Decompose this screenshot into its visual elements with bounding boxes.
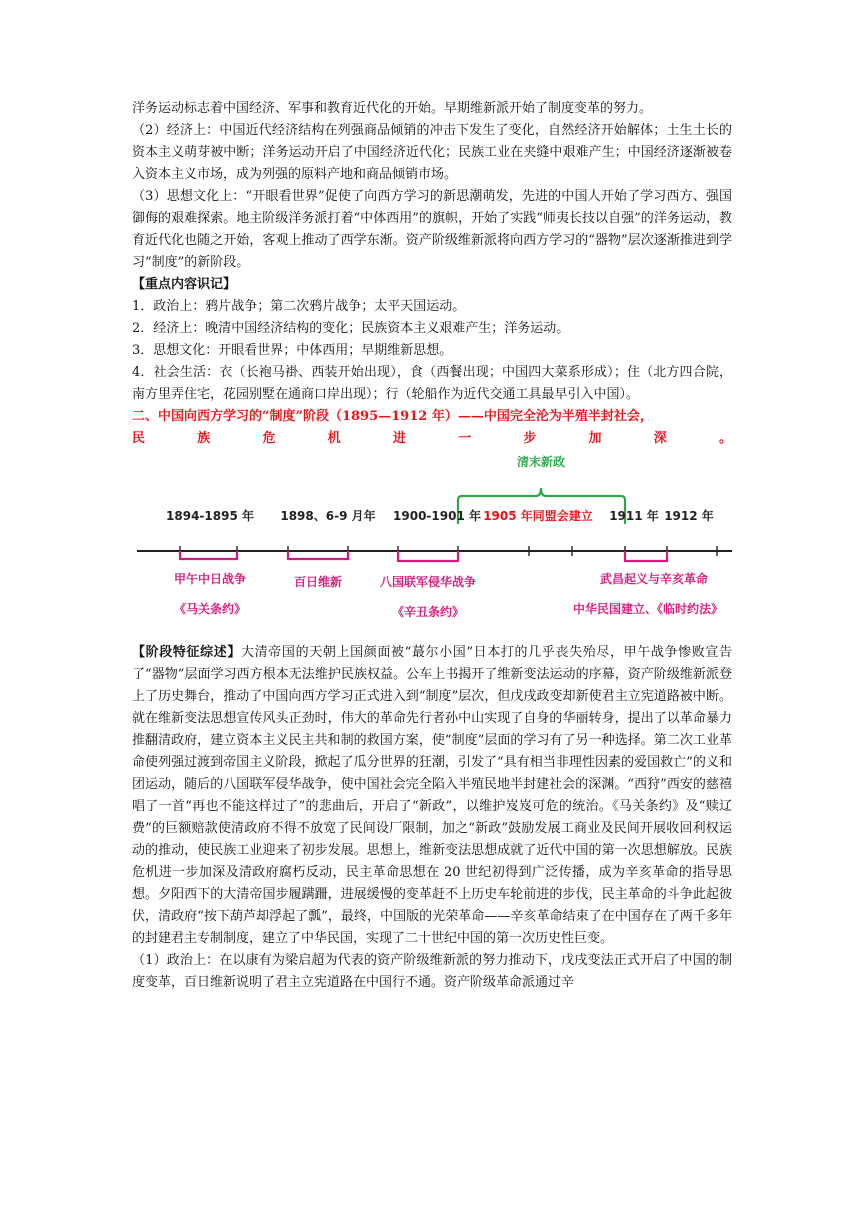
heading-char: 加 — [588, 431, 602, 446]
event-brackets — [180, 551, 667, 561]
timeline-svg — [132, 450, 732, 640]
heading-char: 深 — [653, 431, 667, 446]
year-label-1912: 1912 年 — [664, 509, 714, 523]
intro-economy: （2）经济上：中国近代经济结构在列强商品倾销的冲击下发生了变化，自然经济开始解体；土生土长的资本主义萌芽被中断；洋务运动开启了中国经济近代化；民族工业在夹缝中艰难产生；中国经济逐渐被卷入资本主义市场，成为列强的原料产地和商品倾销市场。 — [132, 123, 732, 182]
brace-label: 清末新政 — [516, 455, 566, 469]
year-label-1911: 1911 年 — [609, 509, 659, 523]
bracket-wuchang — [625, 551, 667, 561]
key-points-heading: 【重点内容识记】 — [132, 277, 237, 292]
section-two-heading: 二、中国向西方学习的“制度”阶段（1895—1912 年）——中国完全沦为半殖半封社会， — [132, 409, 653, 424]
heading-char: 族 — [197, 431, 211, 446]
event-label-wuchang: 武昌起义与辛亥革命 — [599, 572, 709, 586]
event-label-sino-japanese-war: 甲午中日战争 — [173, 572, 247, 586]
intro-line-1: 洋务运动标志着中国经济、军事和教育近代化的开始。早期维新派开始了制度变革的努力。 — [132, 101, 653, 116]
event-sub-roc-founded: 中华民国建立、《临时约法》 — [572, 602, 724, 616]
key-point-2: 2．经济上：晚清中国经济结构的变化；民族资本主义艰难产生；洋务运动。 — [132, 321, 570, 336]
year-label-1894: 1894-1895 年 — [166, 509, 254, 523]
heading-char: 危 — [262, 431, 276, 446]
bracket-sino-japanese-war — [180, 551, 237, 559]
document-page — [132, 98, 732, 994]
event-sub-treaty-shimonoseki: 《马关条约》 — [173, 602, 247, 616]
intro-thought-culture: （3）思想文化上：“开眼看世界”促使了向西方学习的新思潮萌发，先进的中国人开始了学习西方、强国御侮的艰难探索。地主阶级洋务派打着“中体西用”的旗帜，开始了实践“师夷长技以自强”的洋务运动，教育近代化也随之开始，客观上推动了西学东渐。资产阶级维新派将向西方学习的“器物”层次逐渐推进到学习“制度”的新阶段。 — [132, 189, 732, 270]
heading-char: 进 — [392, 431, 406, 446]
heading-char: 步 — [523, 431, 537, 446]
bracket-eight-nation — [398, 551, 458, 561]
year-label-1900: 1900-1901 年 — [393, 509, 481, 523]
key-point-3: 3．思想文化：开眼看世界；中体西用；早期维新思想。 — [132, 343, 453, 358]
heading-char: 民 — [132, 431, 146, 446]
key-point-4: 4．社会生活：衣（长袍马褂、西装开始出现），食（西餐出现；中国四大菜系形成）；住（北方四合院，南方里弄住宅，花园别墅在通商口岸出现）；行（轮船作为近代交通工具最早引入中国）。 — [132, 365, 732, 402]
stage-political: （1）政治上：在以康有为梁启超为代表的资产阶级维新派的努力推动下，戊戌变法正式开启了中国的制度变革，百日维新说明了君主立宪道路在中国行不通。资产阶级革命派通过辛 — [132, 953, 732, 990]
key-point-1: 1．政治上：鸦片战争；第二次鸦片战争；太平天国运动。 — [132, 299, 466, 314]
stage-summary-text: 大清帝国的天朝上国颜面被“蕞尔小国”日本打的几乎丧失殆尽，甲午战争惨败宣告了“器物”层面学习西方根本无法维护民族权益。公车上书揭开了维新变法运动的序幕，资产阶级维新派登上了历史舞台，推动了中国向西方学习正式进入到“制度”层次，但戊戌政变却新使君主立宪道路被中断。就在维新变法思想宣传风头正劲时，伟大的革命先行者孙中山实现了自身的华丽转身，提出了以革命暴力推翻清政府，建立资本主义民主共和制的救国方案，使“制度”层面的学习有了另一种选择。第二次工业革命使列强过渡到帝国主义阶段，掀起了瓜分世界的狂潮，引发了“具有相当非理性因素的爱国救亡”的义和团运动，随后的八国联军侵华战争，使中国社会完全陷入半殖民地半封建社会的深渊。“西狩”西安的慈禧唱了一首“再也不能这样过了”的悲曲后，开启了“新政”，以维护岌岌可危的统治。《马关条约》及“赎辽费”的巨额赔款使清政府不得不放宽了民间设厂限制，加之“新政”鼓励发展工商业及民间开展收回利权运动的推动，使民族工业迎来了初步发展。思想上，维新变法思想成就了近代中国的第一次思想解放。民族危机进一步加深及清政府腐朽反动，民主革命思想在 20 世纪初得到广泛传播，成为辛亥革命的指导思想。夕阳西下的大清帝国步履蹒跚，进展缓慢的变革赶不上历史车轮前进的步伐，民主革命的斗争此起彼伏，清政府“按下葫芦却浮起了瓢”，最终，中国版的光荣革命——辛亥革命结束了在中国存在了两千多年的封建君主专制制度，建立了中华民国，实现了二十世纪中国的第一次历史性巨变。 — [132, 645, 732, 946]
stage-summary — [132, 642, 732, 950]
section-two-heading-spread — [132, 428, 732, 450]
event-label-hundred-days: 百日维新 — [293, 575, 343, 589]
year-label-1898: 1898、6-9 月年 — [280, 509, 376, 523]
timeline-diagram — [132, 450, 732, 640]
event-sub-boxer-protocol: 《辛丑条约》 — [391, 605, 465, 619]
heading-char: 。 — [718, 431, 732, 446]
stage-summary-heading: 【阶段特征综述】 — [132, 645, 242, 660]
heading-char: 一 — [458, 431, 472, 446]
heading-char: 机 — [327, 431, 341, 446]
bracket-hundred-days — [288, 551, 348, 559]
year-label-1905: 1905 年同盟会建立 — [483, 509, 593, 523]
event-label-eight-nation: 八国联军侵华战争 — [379, 575, 477, 589]
